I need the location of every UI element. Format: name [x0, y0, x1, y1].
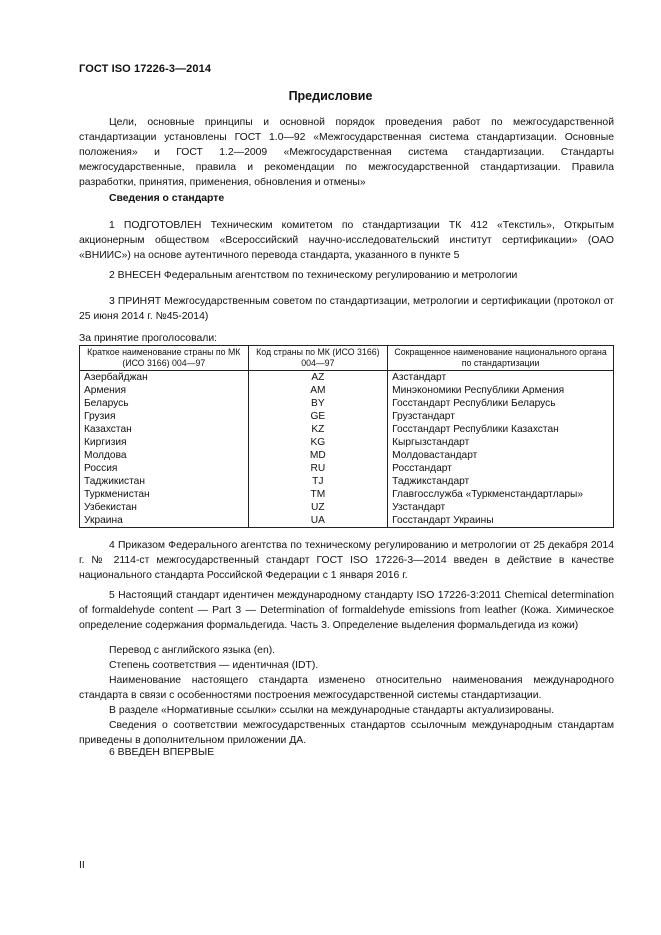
standards-body: Главгосслужба «Туркменстандартлары»: [388, 488, 614, 501]
country-name: Россия: [80, 462, 249, 475]
standards-body: Узстандарт: [388, 501, 614, 514]
country-code: RU: [248, 462, 388, 475]
country-name: Азербайджан: [80, 371, 249, 385]
country-code: AZ: [248, 371, 388, 385]
item-5-degree: Степень соответствия — идентичная (IDT).: [109, 660, 319, 671]
country-name: Молдова: [80, 449, 249, 462]
item-5-references: В разделе «Нормативные ссылки» ссылки на международные стандарты актуализированы.: [109, 705, 555, 716]
item-5-correspondence: Сведения о соответствии межгосударственных стандартов ссылочным международным стандартам приведены в дополнительном приложении ДА.: [79, 720, 614, 746]
item-2-paragraph: 2 ВНЕСЕН Федеральным агентством по техническому регулированию и метрологии: [109, 270, 518, 281]
country-name: Киргизия: [80, 436, 249, 449]
country-code: UZ: [248, 501, 388, 514]
item-4-paragraph: 4 Приказом Федерального агентства по техническому регулированию и метрологии от 25 декабря 2014 г. № 2114-ст межгосударственный стандарт ГОСТ ISO 17226-3—2014 введен в действие в качестве национального стандарта Российской Федерации с 1 января 2016 г.: [79, 540, 614, 581]
voting-countries-table: [79, 345, 614, 528]
standards-body: Молдовастандарт: [388, 449, 614, 462]
table-row: [80, 475, 614, 488]
standards-body: Госстандарт Республики Беларусь: [388, 397, 614, 410]
table-row: [80, 449, 614, 462]
table-row: [80, 423, 614, 436]
page-title: Предисловие: [288, 89, 373, 103]
country-name: Казахстан: [80, 423, 249, 436]
table-caption: За принятие проголосовали:: [79, 333, 218, 344]
table-row: [80, 371, 614, 385]
country-code: AM: [248, 384, 388, 397]
standards-body: Госстандарт Республики Казахстан: [388, 423, 614, 436]
country-name: Грузия: [80, 410, 249, 423]
country-code: UA: [248, 514, 388, 528]
table-row: [80, 514, 614, 528]
table-row: [80, 436, 614, 449]
country-code: KG: [248, 436, 388, 449]
item-5-name-change: Наименование настоящего стандарта изменено относительно наименования международного стандарта в связи с особенностями построения межгосударственной системы стандартизации.: [79, 675, 614, 701]
table-row: [80, 501, 614, 514]
standards-body: Азстандарт: [388, 371, 614, 385]
country-code: TJ: [248, 475, 388, 488]
item-1-paragraph: 1 ПОДГОТОВЛЕН Техническим комитетом по стандартизации ТК 412 «Текстиль», Открытым акционерным обществом «Всероссийский научно-исследовательский институт сертификации» (ОАО «ВНИИС») на основе аутентичного перевода стандарта, указанного в пункте 5: [79, 220, 614, 261]
page-number: II: [79, 860, 85, 871]
country-code: BY: [248, 397, 388, 410]
item-3-paragraph: 3 ПРИНЯТ Межгосударственным советом по стандартизации, метрологии и сертификации (протокол от 25 июня 2014 г. №45-2014): [79, 296, 614, 322]
country-name: Таджикистан: [80, 475, 249, 488]
document-code: ГОСТ ISO 17226-3—2014: [79, 63, 212, 75]
table-header-row: [80, 346, 614, 371]
country-name: Беларусь: [80, 397, 249, 410]
header-standards-body: Сокращенное наименование национального органа по стандартизации: [388, 346, 614, 371]
table-row: [80, 488, 614, 501]
item-6-paragraph: 6 ВВЕДЕН ВПЕРВЫЕ: [109, 747, 215, 758]
intro-paragraph: Цели, основные принципы и основной порядок проведения работ по межгосударственной стандартизации установлены ГОСТ 1.0—92 «Межгосударственная система стандартизации. Основные положения» и ГОСТ 1.2—2009 «Межгосударственная система стандартизации. Стандарты межгосударственные, правила и рекомендации по межгосударственной стандартизации. Правила разработки, принятия, применения, обновления и отмены»: [79, 117, 614, 188]
country-code: MD: [248, 449, 388, 462]
country-code: GE: [248, 410, 388, 423]
standards-body: Росстандарт: [388, 462, 614, 475]
standards-body: Грузстандарт: [388, 410, 614, 423]
header-country-name: Краткое наименование страны по МК (ИСО 3166) 004—97: [80, 346, 249, 371]
table-row: [80, 397, 614, 410]
table-row: [80, 462, 614, 475]
table-row: [80, 410, 614, 423]
country-code: TM: [248, 488, 388, 501]
country-name: Армения: [80, 384, 249, 397]
header-country-code: Код страны по МК (ИСО 3166) 004—97: [248, 346, 388, 371]
section-subheading: Сведения о стандарте: [109, 193, 225, 204]
table-row: [80, 384, 614, 397]
country-name: Узбекистан: [80, 501, 249, 514]
item-5-paragraph: 5 Настоящий стандарт идентичен международному стандарту ISO 17226-3:2011 Chemical determination of formaldehyde content — Part 3 — Determination of formaldehyde emissions from leather (Кожа. Химическое определение содержания формальдегида. Часть 3. Определение выделения формальдегида из кожи): [79, 590, 614, 631]
standards-body: Таджикстандарт: [388, 475, 614, 488]
standards-body: Минэкономики Республики Армения: [388, 384, 614, 397]
standards-body: Кыргызстандарт: [388, 436, 614, 449]
country-name: Украина: [80, 514, 249, 528]
standards-body: Госстандарт Украины: [388, 514, 614, 528]
item-5-language: Перевод с английского языка (en).: [109, 645, 276, 656]
country-name: Туркменистан: [80, 488, 249, 501]
country-code: KZ: [248, 423, 388, 436]
